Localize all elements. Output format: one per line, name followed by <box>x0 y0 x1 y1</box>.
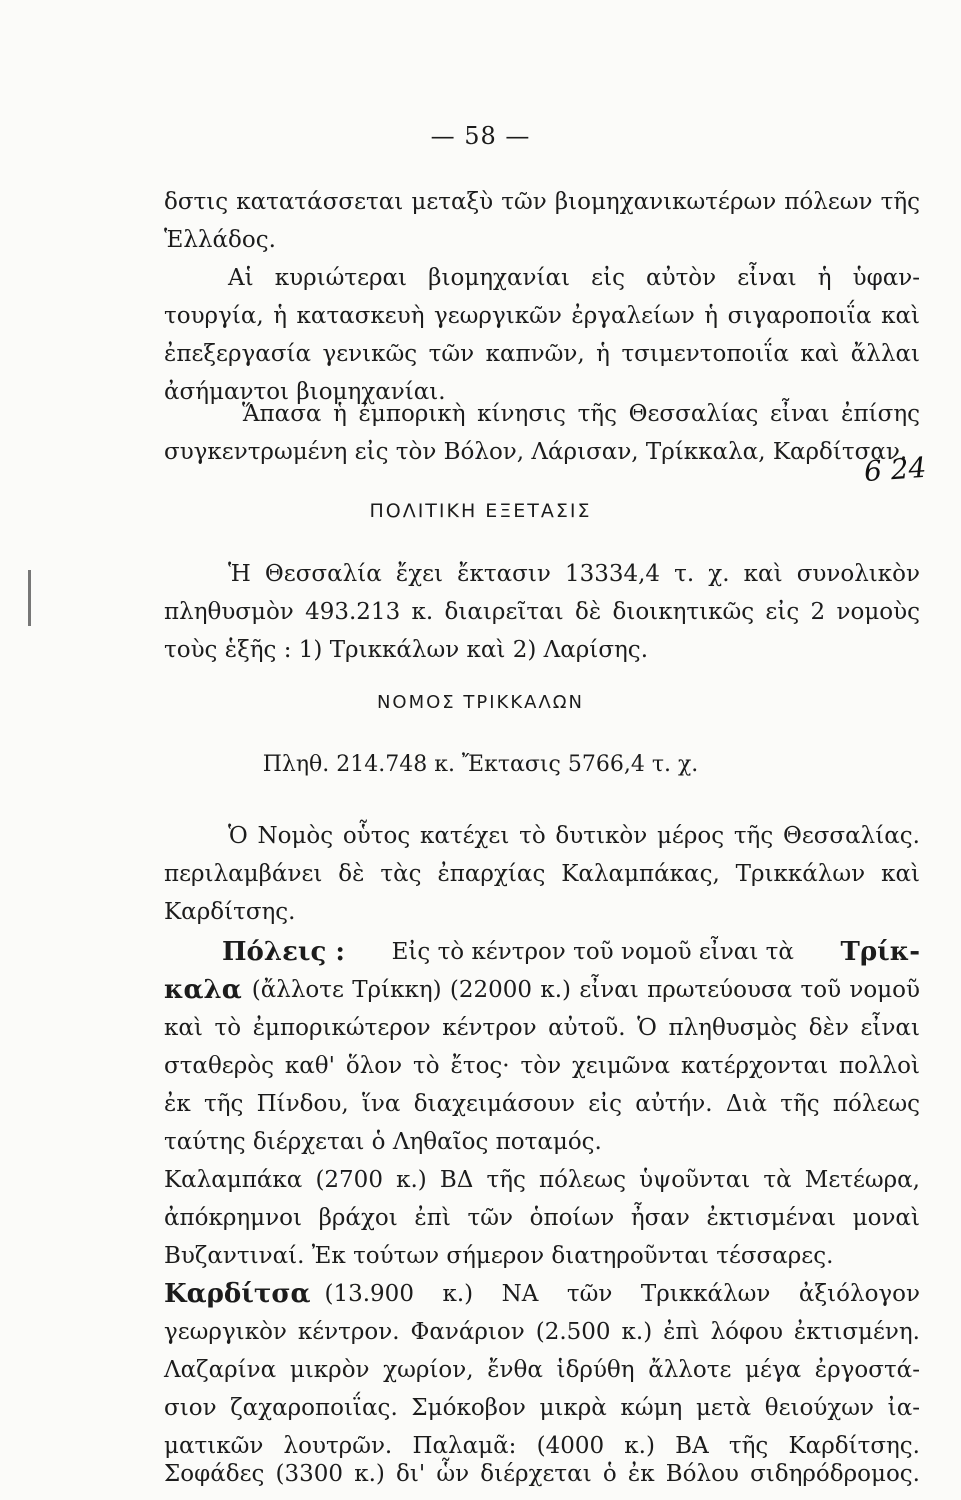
intro-line-2: Ἑλλάδος. <box>164 227 276 253</box>
kalampaka-line-2: ἀπόκρημνοι βράχοι ἐπὶ τῶν ὁποίων ἦσαν ἐκτισμέναι μοναὶ <box>164 1205 920 1231</box>
trikala-bold-start: Τρίκ- <box>840 937 920 967</box>
trikala-line-4: ἐκ τῆς Πίνδου, ἵνα διαχειμάσουν εἰς αὐτήν. Διὰ τῆς πόλεως <box>164 1091 920 1117</box>
industry-line-4: ἀσήμαντοι βιομηχανίαι. <box>164 379 446 405</box>
kalampaka-line-1: Καλαμπάκα (2700 κ.) ΒΔ τῆς πόλεως ὑψοῦνται τὰ Μετέωρα, <box>164 1167 920 1193</box>
karditsa-line-2: γεωργικὸν κέντρον. Φανάριον (2.500 κ.) ἐπὶ λόφου ἐκτισμένη. <box>164 1319 920 1345</box>
trikala-text-1: (ἄλλοτε Τρίκκη) (22000 κ.) εἶναι πρωτεύουσα τοῦ νομοῦ <box>251 977 920 1003</box>
page-number: — 58 — <box>430 122 531 150</box>
nomos-line-1: Ὁ Νομὸς οὗτος κατέχει τὸ δυτικὸν μέρος τῆς Θεσσαλίας. <box>228 823 920 849</box>
industry-line-2: τουργία, ἡ κατασκευὴ γεωργικῶν ἐργαλείων ἡ σιγαροποιΐα καὶ <box>164 303 920 329</box>
margin-mark <box>28 570 31 626</box>
commerce-line-1: Ἅπασα ἡ ἐμπορικὴ κίνησις τῆς Θεσσαλίας εἶναι ἐπίσης <box>242 401 920 427</box>
kalampaka-line-3: Βυζαντιναί. Ἐκ τούτων σήμερον διατηροῦνται τέσσαρες. <box>164 1243 834 1269</box>
trikala-line-1 <box>164 974 920 1006</box>
karditsa-line-1 <box>164 1278 920 1310</box>
karditsa-line-6: Σοφάδες (3300 κ.) δι' ὧν διέρχεται ὁ ἐκ Βόλου σιδηρόδρομος. <box>164 1461 920 1487</box>
karditsa-bold: Καρδίτσα <box>164 1279 311 1309</box>
trikala-line-5: ταύτης διέρχεται ὁ Ληθαῖος ποταμός. <box>164 1129 602 1155</box>
trikala-line-2: καὶ τὸ ἐμπορικώτερον κέντρον αὐτοῦ. Ὁ πληθυσμὸς δὲν εἶναι <box>164 1015 920 1041</box>
cities-line-1 <box>222 936 920 968</box>
karditsa-text-1: (13.900 κ.) ΝΑ τῶν Τρικκάλων ἀξιόλογον <box>324 1281 920 1307</box>
political-line-1: Ἡ Θεσσαλία ἔχει ἔκτασιν 13334,4 τ. χ. καὶ συνολικὸν <box>228 561 920 587</box>
karditsa-line-4: σιον ζαχαροποιΐας. Σμόκοβον μικρὰ κώμη μετὰ θειούχων ἰα- <box>164 1395 920 1421</box>
nomos-line-3: Καρδίτσης. <box>164 899 296 925</box>
heading-political: ΠΟΛΙΤΙΚΗ ΕΞΕΤΑΣΙΣ <box>369 500 592 522</box>
trikala-line-3: σταθερὸς καθ' ὅλον τὸ ἔτος· τὸν χειμῶνα κατέρχονται πολλοὶ <box>164 1053 920 1079</box>
trikala-bold-end: καλα <box>164 975 242 1005</box>
commerce-line-2: συγκεντρωμένη εἰς τὸν Βόλον, Λάρισαν, Τρίκκαλα, Καρδίτσαν. <box>164 439 908 465</box>
nomos-stats: Πληθ. 214.748 κ. Ἔκτασις 5766,4 τ. χ. <box>262 752 699 777</box>
heading-nomos: ΝΟΜΟΣ ΤΡΙΚΚΑΛΩΝ <box>376 692 585 713</box>
industry-line-3: ἐπεξεργασία γενικῶς τῶν καπνῶν, ἡ τσιμεντοποιΐα καὶ ἄλλαι <box>164 341 920 367</box>
industry-line-1: Αἱ κυριώτεραι βιομηχανίαι εἰς αὐτὸν εἶναι ἡ ὑφαν- <box>228 265 920 291</box>
cities-label: Πόλεις : <box>222 937 345 967</box>
karditsa-line-3: Λαζαρίνα μικρὸν χωρίον, ἔνθα ἱδρύθη ἄλλοτε μέγα ἐργοστά- <box>164 1357 920 1383</box>
cities-intro-text: Εἰς τὸ κέντρον τοῦ νομοῦ εἶναι τὰ <box>391 939 794 965</box>
intro-line-1: δστις κατατάσσεται μεταξὺ τῶν βιομηχανικωτέρων πόλεων τῆς <box>164 189 920 215</box>
political-line-3: τοὺς ἑξῆς : 1) Τρικκάλων καὶ 2) Λαρίσης. <box>164 637 648 663</box>
nomos-line-2: περιλαμβάνει δὲ τὰς ἐπαρχίας Καλαμπάκας, Τρικκάλων καὶ <box>164 861 920 887</box>
karditsa-line-5: ματικῶν λουτρῶν. Παλαμᾶ: (4000 κ.) ΒΑ τῆς Καρδίτσης. <box>164 1433 920 1459</box>
handwritten-note: 6 24 <box>862 450 928 489</box>
political-line-2: πληθυσμὸν 493.213 κ. διαιρεῖται δὲ διοικητικῶς εἰς 2 νομοὺς <box>164 599 920 625</box>
